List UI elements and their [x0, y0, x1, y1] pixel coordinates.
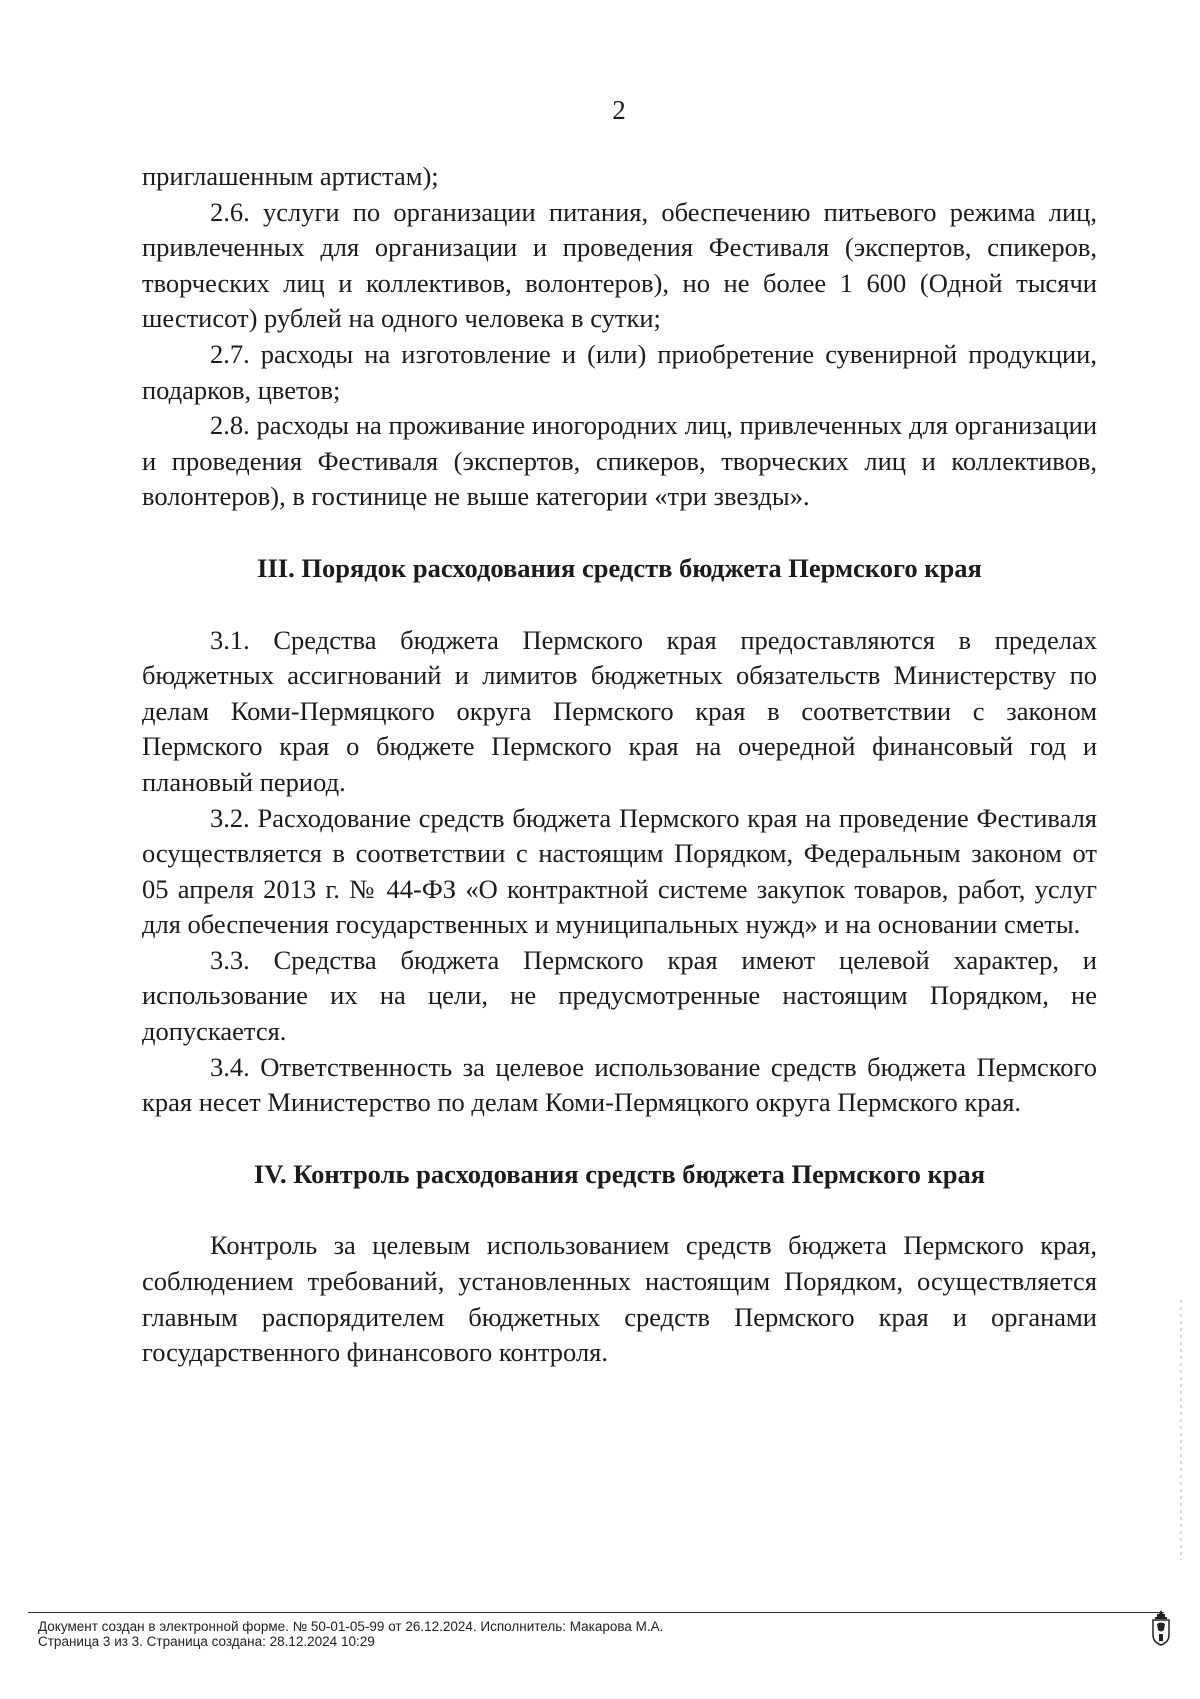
paragraph-3-2: 3.2. Расходование средств бюджета Пермского края на проведение Фестиваля осуществляется в соответствии с настоящим Порядком, Федеральным законом от 05 апреля 2013 г. № 44-ФЗ «О контрактной системе закупок товаров, работ, услуг для обеспечения государственных и муниципальных нужд» и на основании сметы. — [142, 802, 1097, 940]
footer-divider — [28, 1612, 1164, 1613]
page-number: 2 — [612, 95, 626, 125]
paragraph-3-1: 3.1. Средства бюджета Пермского края предоставляются в пределах бюджетных ассигнований и лимитов бюджетных обязательств Министерству по делам Коми-Пермяцкого округа Пермского края в соответствии с законом Пермского края о бюджете Пермского края на очередной финансовый год и плановый период. — [142, 624, 1097, 797]
section-3-heading: III. Порядок расходования средств бюджета Пермского края — [257, 552, 982, 583]
paragraph-3-4: 3.4. Ответственность за целевое использование средств бюджета Пермского края несет Министерство по делам Коми-Пермяцкого округа Пермского края. — [142, 1051, 1097, 1118]
paragraph-2-7: 2.7. расходы на изготовление и (или) приобретение сувенирной продукции, подарков, цветов; — [142, 338, 1097, 405]
paragraph-2-6: 2.6. услуги по организации питания, обеспечению питьевого режима лиц, привлеченных для организации и проведения Фестиваля (экспертов, спикеров, творческих лиц и коллективов, волонтеров), но не более 1 600 (Одной тысячи шестисот) рублей на одного человека в сутки; — [142, 196, 1097, 334]
spacer — [142, 1121, 1097, 1157]
spacer — [142, 1192, 1097, 1228]
spacer — [142, 587, 1097, 623]
section-4-heading: IV. Контроль расходования средств бюджета Пермского края — [253, 1158, 986, 1189]
spacer — [142, 515, 1097, 551]
document-body — [142, 159, 1097, 1371]
paragraph-2-8: 2.8. расходы на проживание иногородних лиц, привлеченных для организации и проведения Фестиваля (экспертов, спикеров, творческих лиц и коллективов, волонтеров), в гостинице не выше категории «три звезды». — [142, 410, 1097, 512]
scan-edge-mark — [1180, 1300, 1182, 1560]
footer-line-document: Документ создан в электронной форме. № 50-01-05-99 от 26.12.2024. Исполнитель: Макарова М.А. — [38, 1619, 664, 1634]
footer-stamp — [38, 1619, 663, 1649]
paragraph-4-1: Контроль за целевым использованием средств бюджета Пермского края, соблюдением требований, установленных настоящим Порядком, осуществляется главным распорядителем бюджетных средств Пермского края и органами государственного финансового контроля. — [142, 1230, 1097, 1368]
perm-krai-emblem-icon — [1150, 1608, 1172, 1646]
paragraph-continuation: приглашенным артистам); — [142, 161, 439, 191]
footer-line-page: Страница 3 из 3. Страница создана: 28.12.2024 10:29 — [38, 1634, 375, 1649]
paragraph-3-3: 3.3. Средства бюджета Пермского края имеют целевой характер, и использование их на цели, не предусмотренные настоящим Порядком, не допускается. — [142, 944, 1097, 1047]
